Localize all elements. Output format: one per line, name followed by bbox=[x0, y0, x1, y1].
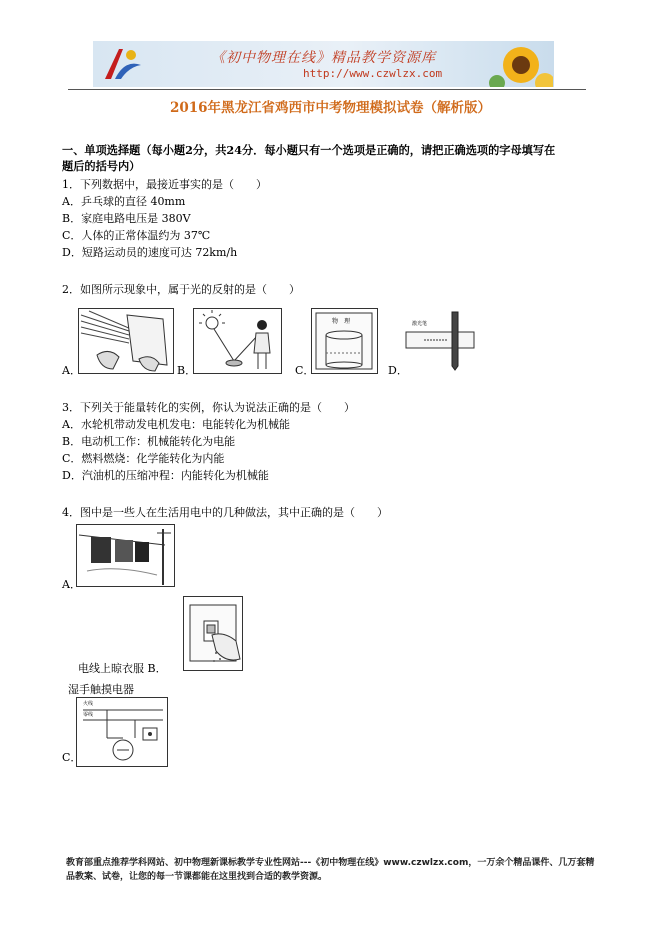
q1-option-d: D．短路运动员的速度可达 72km/h bbox=[62, 246, 238, 259]
q2-figure-c bbox=[311, 308, 378, 374]
q1-stem: 1．下列数据中，最接近事实的是（ ） bbox=[62, 178, 267, 191]
q4-label-c: C． bbox=[62, 751, 82, 764]
fig-d-laser-text: 激光笔 bbox=[412, 321, 428, 327]
banner-url: http://www.czwlzx.com bbox=[303, 67, 443, 80]
q4-stem: 4．图中是一些人在生活用电中的几种做法，其中正确的是（ ） bbox=[62, 506, 388, 519]
q4-caption-a bbox=[78, 660, 167, 676]
page-footer: 教育部重点推荐学科网站、初中物理新课标教学专业性网站---《初中物理在线》www.czwlzx.com，一万余个精品课件、几万套精品教案、试卷，让您的每一节课都能在这里找到合适的教学资源。 bbox=[66, 858, 595, 882]
q3-option-b: B．电动机工作：机械能转化为电能 bbox=[62, 435, 236, 448]
sunflower-icon bbox=[489, 43, 553, 87]
caption-a-text: 电线上晾衣服 bbox=[78, 662, 144, 675]
fig-c-book-text: 物 理 bbox=[332, 318, 351, 325]
q1-option-c: C．人体的正常体温约为 37℃ bbox=[62, 229, 211, 242]
fig-c-live-wire-text: 火线 bbox=[83, 701, 94, 707]
laser-pen-icon bbox=[404, 308, 476, 372]
q2-figure-b bbox=[193, 308, 282, 374]
q3-option-a: A．水轮机带动发电机发电：电能转化为机械能 bbox=[62, 418, 290, 431]
banner-title: 《初中物理在线》精品教学资源库 bbox=[211, 50, 436, 66]
mirror-sun-icon bbox=[194, 309, 281, 373]
q2-figure-a bbox=[78, 308, 174, 374]
q3-option-d: D．汽油机的压缩冲程：内能转化为机械能 bbox=[62, 469, 269, 482]
q3-stem: 3．下列关于能量转化的实例，你认为说法正确的是（ ） bbox=[62, 401, 355, 414]
q2-stem: 2．如图所示现象中，属于光的反射的是（ ） bbox=[62, 283, 300, 296]
site-logo-icon bbox=[101, 45, 145, 83]
section-heading: 一、单项选择题（每小题2分，共24分．每小题只有一个选项是正确的，请把正确选项的字母填写在 bbox=[62, 143, 556, 157]
document-title: 2016年黑龙江省鸡西市中考物理模拟试卷（解析版） bbox=[169, 100, 492, 116]
shadow-play-icon bbox=[79, 309, 173, 373]
q4-label-b: B． bbox=[147, 662, 167, 675]
q2-figure-d bbox=[404, 308, 476, 372]
q4-caption-b: 湿手触摸电器 bbox=[68, 683, 134, 696]
circuit-bulb-icon bbox=[77, 698, 167, 766]
header-divider bbox=[68, 89, 586, 90]
q4-figure-c bbox=[76, 697, 168, 767]
q3-option-c: C．燃料燃烧：化学能转化为内能 bbox=[62, 452, 225, 465]
q2-label-c: C． bbox=[295, 364, 315, 377]
q2-label-a: A． bbox=[62, 364, 81, 377]
q4-label-a: A． bbox=[62, 578, 81, 591]
header-banner bbox=[93, 41, 554, 87]
q1-option-a: A．乒乓球的直径 40mm bbox=[62, 195, 186, 208]
q1-option-b: B．家庭电路电压是 380V bbox=[62, 212, 191, 225]
q2-label-d: D． bbox=[388, 364, 408, 377]
section-heading-cont: 题后的括号内） bbox=[62, 159, 141, 173]
q4-figure-a bbox=[76, 524, 175, 587]
clothes-on-wire-icon bbox=[77, 525, 174, 586]
fig-c-neutral-wire-text: 零线 bbox=[83, 712, 94, 718]
q2-label-b: B． bbox=[177, 364, 197, 377]
wet-hand-switch-icon bbox=[184, 597, 242, 670]
q4-figure-b bbox=[183, 596, 243, 671]
